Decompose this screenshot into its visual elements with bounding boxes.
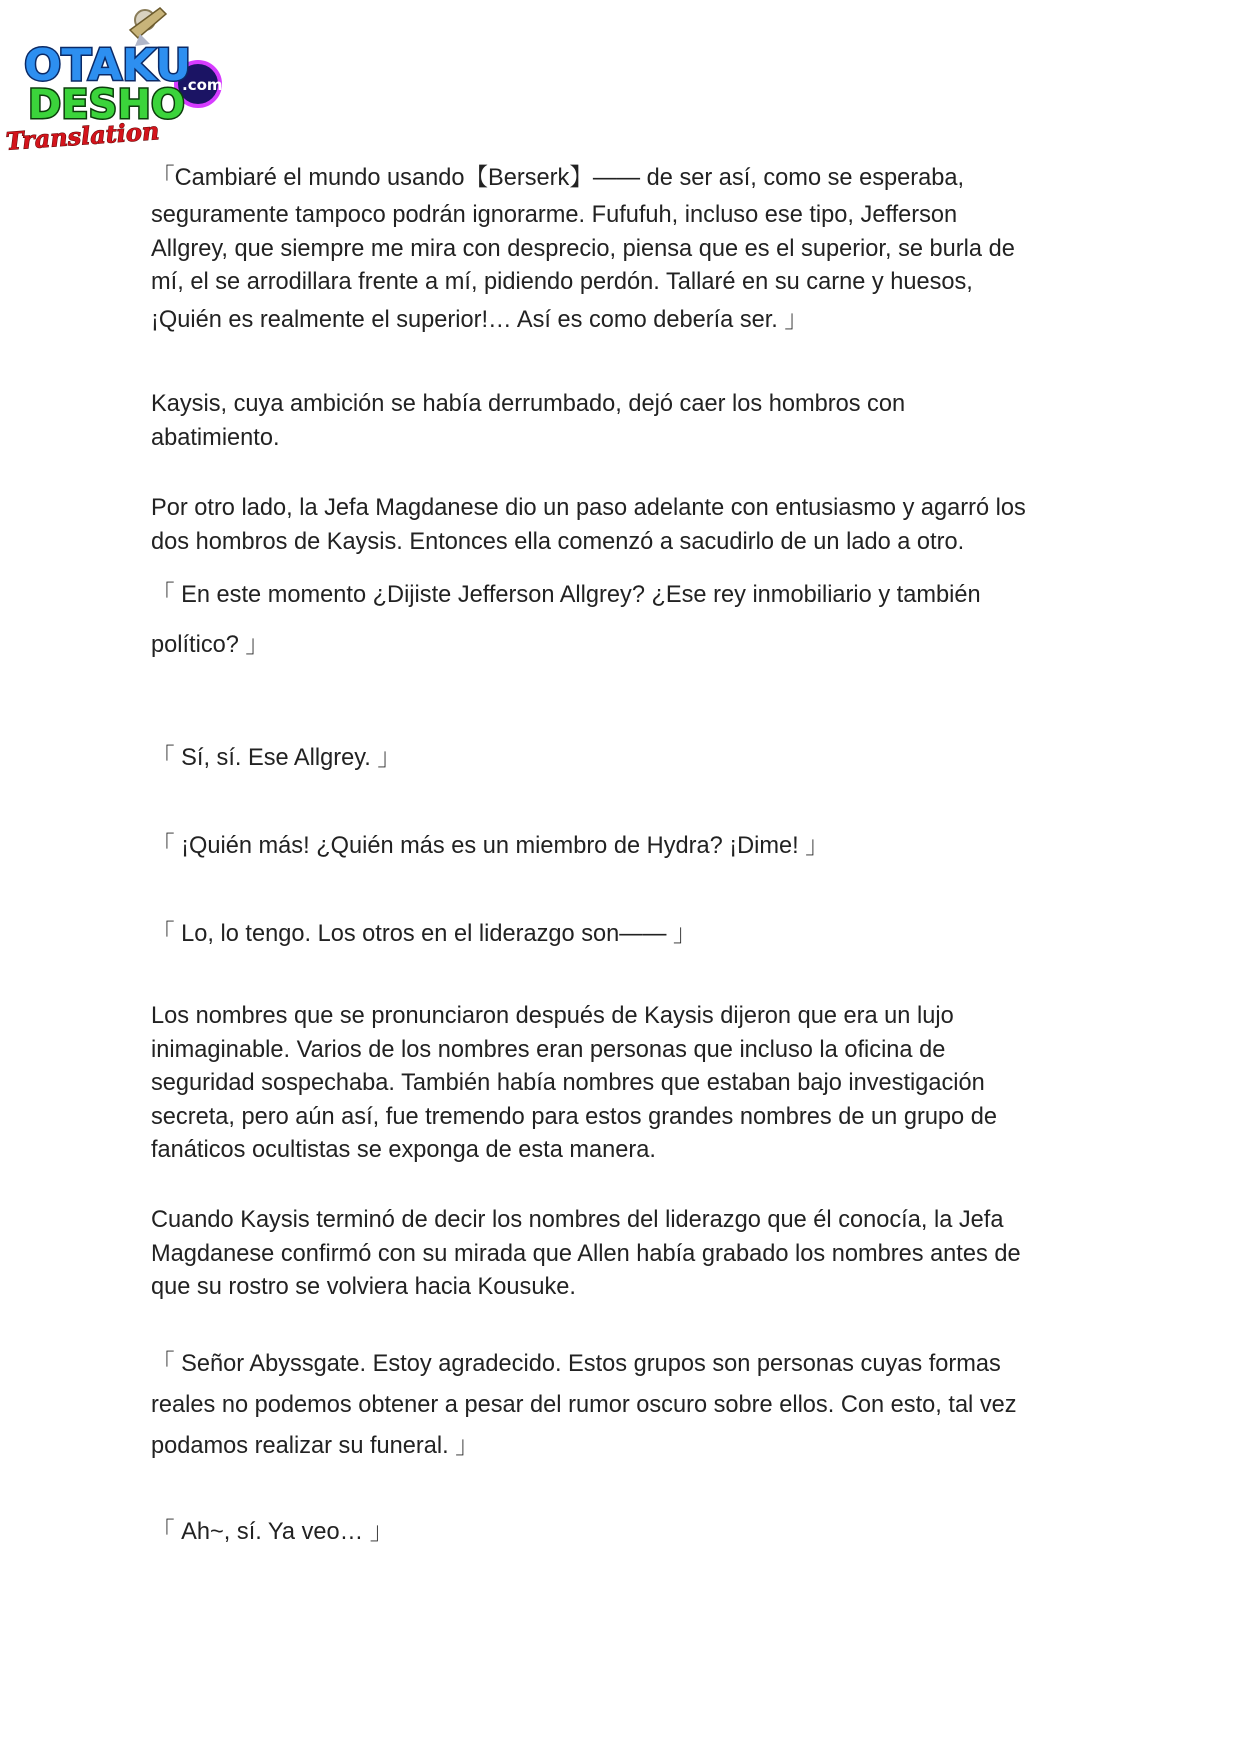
logo-line1: OTAKU	[24, 40, 192, 91]
logo-graphic	[0, 0, 230, 160]
text-line: 「 Sí, sí. Ese Allgrey. 」	[151, 745, 401, 771]
text-line: inimaginable. Varios de los nombres eran personas que incluso la oficina de	[151, 1036, 946, 1063]
paragraph-8	[151, 1000, 997, 1168]
paragraph-2	[151, 388, 905, 455]
text-line: Allgrey, que siempre me mira con desprecio, piensa que es el superior, se burla de	[151, 235, 1015, 262]
text-line: 「 Señor Abyssgate. Estoy agradecido. Estos grupos son personas cuyas formas	[151, 1351, 1001, 1377]
text-line: seguridad sospechaba. También había nombres que estaban bajo investigación	[151, 1070, 985, 1096]
paragraph-3	[151, 492, 1026, 559]
text-line: seguramente tampoco podrán ignorarme. Fufufuh, incluso ese tipo, Jefferson	[151, 202, 958, 228]
paragraph-11	[151, 1512, 393, 1553]
text-line: Cuando Kaysis terminó de decir los nombres del liderazgo que él conocía, la Jefa	[151, 1207, 1004, 1233]
text-line: que su rostro se volviera hacia Kousuke.	[151, 1274, 576, 1300]
text-line: 「Cambiaré el mundo usando【Berserk】—— de ser así, como se esperaba,	[151, 165, 965, 191]
text-line: 「 Lo, lo tengo. Los otros en el liderazgo son—— 」	[151, 921, 697, 947]
logo-tagline: Translation	[4, 116, 161, 156]
text-line: Los nombres que se pronunciaron después de Kaysis dijeron que era un lujo	[151, 1003, 954, 1029]
paragraph-7	[151, 914, 697, 955]
paragraph-1	[151, 158, 1015, 341]
logo-line2: DESHO	[28, 82, 185, 128]
text-line: Magdanese confirmó con su mirada que Allen había grabado los nombres antes de	[151, 1240, 1021, 1267]
text-line: Por otro lado, la Jefa Magdanese dio un paso adelante con entusiasmo y agarró los	[151, 495, 1026, 521]
text-line: 「 ¡Quién más! ¿Quién más es un miembro de Hydra? ¡Dime! 」	[151, 833, 829, 859]
paragraph-4	[151, 570, 981, 670]
paragraph-5	[151, 738, 401, 779]
text-line: 「 Ah~, sí. Ya veo… 」	[151, 1519, 394, 1545]
paragraph-6	[151, 826, 829, 867]
text-line: político? 」	[151, 632, 270, 658]
paragraph-10	[151, 1344, 1017, 1467]
text-line: secreta, pero aún así, fue tremendo para estos grandes nombres de un grupo de	[151, 1103, 997, 1130]
text-line: abatimiento.	[151, 424, 280, 451]
logo-suffix: .com	[182, 76, 223, 94]
text-line: reales no podemos obtener a pesar del rumor oscuro sobre ellos. Con esto, tal vez	[151, 1392, 1017, 1418]
text-line: mí, el se arrodillara frente a mí, pidiendo perdón. Tallaré en su carne y huesos,	[151, 269, 973, 295]
text-line: 「 En este momento ¿Dijiste Jefferson Allgrey? ¿Ese rey inmobiliario y también	[151, 582, 981, 608]
text-line: Kaysis, cuya ambición se había derrumbado, dejó caer los hombros con	[151, 391, 906, 417]
text-line: ¡Quién es realmente el superior!… Así es como debería ser. 」	[151, 306, 808, 333]
paragraph-9	[151, 1204, 1021, 1305]
text-line: podamos realizar su funeral. 」	[151, 1433, 479, 1459]
site-logo	[0, 0, 230, 160]
text-line: dos hombros de Kaysis. Entonces ella comenzó a sacudirlo de un lado a otro.	[151, 528, 965, 555]
text-line: fanáticos ocultistas se exponga de esta manera.	[151, 1137, 656, 1163]
